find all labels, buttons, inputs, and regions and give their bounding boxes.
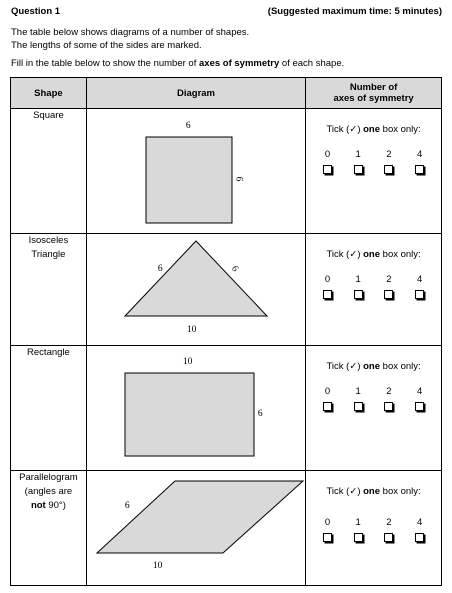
checkbox-4[interactable] [415,533,424,542]
intro-line-3 [11,58,344,69]
option-label: 1 [355,149,361,160]
shape-name-triangle [11,234,87,346]
tick-instruction [306,346,441,372]
option-label: 0 [324,517,331,528]
checkbox-1[interactable] [354,165,363,174]
shape-name-parallelogram [11,471,87,586]
shape-label-line-2: (angles are [24,486,73,497]
option-label: 1 [355,517,361,528]
tick-text-end: box only: [380,249,421,260]
tick-text-bold: one [363,361,381,372]
tick-mark-glyph: ✓ [349,124,358,135]
tick-mark-glyph: ✓ [349,486,358,497]
square-diagram-svg [87,109,307,233]
table-row [11,346,442,471]
parallelogram-shape [97,481,303,553]
option-1 [345,274,371,299]
tick-instruction [306,109,441,135]
triangle-diagram-svg [87,234,307,345]
rectangle-shape [125,373,254,456]
intro-line-1: The table below shows diagrams of a number of shapes. [11,27,250,38]
option-2 [376,517,402,542]
option-2 [376,386,402,411]
option-label: 4 [416,386,423,397]
answer-cell-parallelogram [306,471,442,586]
option-1 [345,149,371,174]
option-1 [345,386,371,411]
rectangle-side-length: 6 [257,409,263,419]
checkbox-0[interactable] [323,402,332,411]
shape-label-line-1: Isosceles [28,235,69,246]
option-label: 2 [386,149,392,160]
diagram-triangle [86,234,305,346]
header-diagram: Diagram [86,78,305,109]
option-label: 4 [416,149,423,160]
tick-text-end: box only: [380,124,421,135]
option-label: 0 [324,274,331,285]
answer-cell-rectangle [306,346,442,471]
answer-cell-square [306,109,442,234]
tick-text-mid: ) [357,361,364,372]
checkbox-4[interactable] [415,402,424,411]
tick-text-start: Tick ( [326,249,350,260]
option-0 [315,149,341,174]
shapes-table [10,77,442,586]
tick-instruction [306,471,441,497]
checkbox-2[interactable] [384,290,393,299]
checkbox-1[interactable] [354,290,363,299]
shape-label-line-3 [11,499,86,513]
triangle-shape [125,241,267,316]
triangle-left-length: 6 [157,264,163,274]
table-row [11,471,442,586]
tick-text-start: Tick ( [326,361,350,372]
option-label: 4 [416,274,423,285]
square-top-length: 6 [185,121,191,131]
parallelogram-base-length: 10 [152,561,163,571]
option-4 [407,149,433,174]
header-shape: Shape [11,78,87,109]
shape-name-rectangle [11,346,87,471]
option-label: 0 [324,149,331,160]
checkbox-2[interactable] [384,165,393,174]
option-2 [376,274,402,299]
shape-label-line-1: Parallelogram [19,472,78,483]
option-label: 2 [386,274,392,285]
checkbox-0[interactable] [323,290,332,299]
checkbox-0[interactable] [323,533,332,542]
shape-label-angle: 90°) [45,500,66,511]
shape-label-text: Square [33,110,64,121]
option-label: 0 [324,386,331,397]
checkbox-4[interactable] [415,290,424,299]
tick-text-bold: one [363,486,381,497]
option-4 [407,386,433,411]
intro-line-3-bold: axes of symmetry [199,58,280,69]
tick-text-mid: ) [357,486,364,497]
option-1 [345,517,371,542]
square-shape [146,137,232,223]
table-row [11,109,442,234]
shape-label-text: Rectangle [27,347,70,358]
answer-cell-triangle [306,234,442,346]
option-0 [315,274,341,299]
header-number-line-1: Number of [349,82,398,93]
diagram-rectangle [86,346,305,471]
option-label: 2 [386,386,392,397]
parallelogram-slant-length: 6 [124,501,130,511]
option-0 [315,517,341,542]
checkbox-2[interactable] [384,533,393,542]
option-label: 1 [355,386,361,397]
rectangle-diagram-svg [87,346,307,470]
diagram-square [86,109,305,234]
shape-name-square [11,109,87,234]
option-label: 2 [386,517,392,528]
tick-mark-glyph: ✓ [349,249,358,260]
tick-text-mid: ) [357,249,364,260]
tick-text-start: Tick ( [326,486,350,497]
option-4 [407,274,433,299]
option-label: 1 [355,274,361,285]
shape-label-not: not [30,500,46,511]
table-row [11,234,442,346]
tick-text-end: box only: [380,361,421,372]
tick-text-bold: one [363,249,381,260]
options-row [306,274,441,299]
checkbox-4[interactable] [415,165,424,174]
tick-text-bold: one [363,124,381,135]
intro-line-2: The lengths of some of the sides are marked. [11,40,202,51]
options-row [306,517,441,542]
suggested-time: (Suggested maximum time: 5 minutes) [267,6,442,17]
table-header-row [11,78,442,109]
option-4 [407,517,433,542]
options-row [306,386,441,411]
checkbox-2[interactable] [384,402,393,411]
option-label: 4 [416,517,423,528]
tick-text-start: Tick ( [326,124,350,135]
header-number-axes [306,78,442,109]
options-row [306,149,441,174]
square-side-length: 6 [233,176,244,182]
checkbox-1[interactable] [354,402,363,411]
checkbox-1[interactable] [354,533,363,542]
question-title: Question 1 [11,6,61,17]
option-0 [315,386,341,411]
header-number-line-2: axes of symmetry [333,93,414,104]
rectangle-top-length: 10 [182,357,193,367]
tick-text-mid: ) [357,124,364,135]
triangle-right-length: 6 [228,264,240,274]
parallelogram-diagram-svg [87,471,307,585]
tick-text-end: box only: [380,486,421,497]
tick-instruction [306,234,441,260]
checkbox-0[interactable] [323,165,332,174]
triangle-base-length: 10 [186,325,197,335]
intro-line-3-text: Fill in the table below to show the number of [11,58,199,69]
option-2 [376,149,402,174]
diagram-parallelogram [86,471,305,586]
shape-label-line-2: Triangle [31,249,66,260]
tick-mark-glyph: ✓ [349,361,358,372]
intro-line-3-end: of each shape. [279,58,345,69]
